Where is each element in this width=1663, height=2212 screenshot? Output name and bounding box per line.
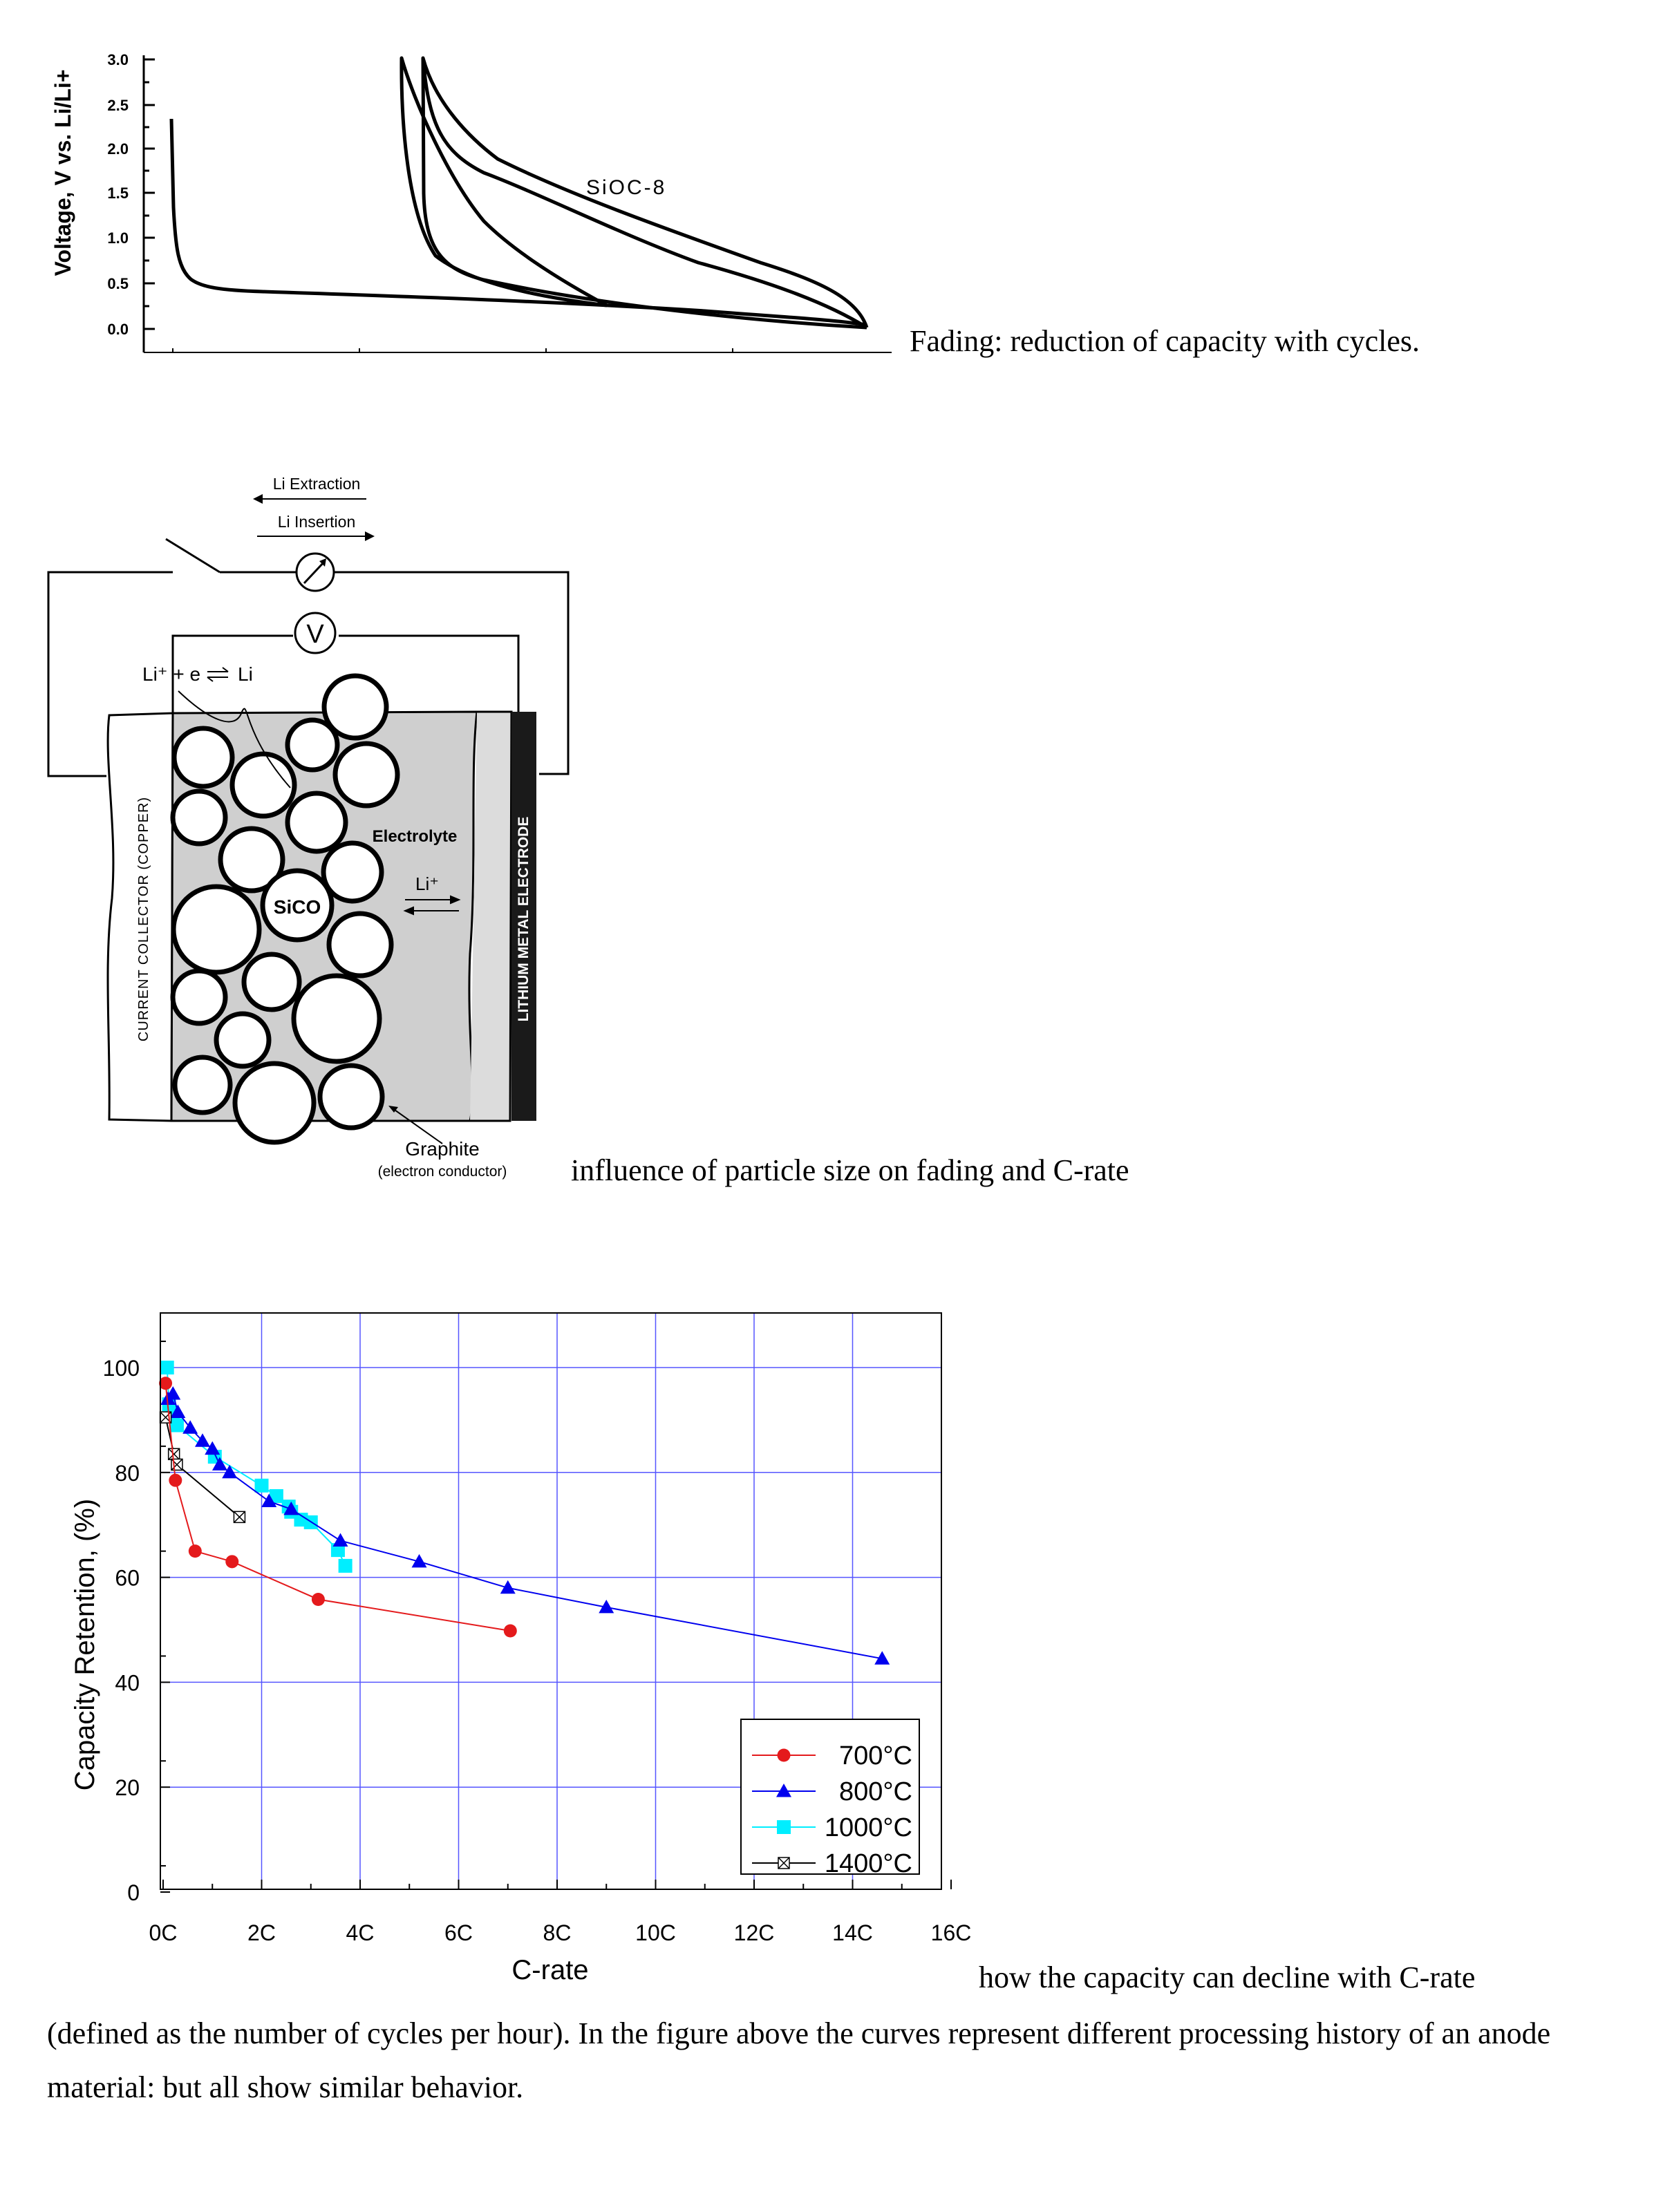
chart-series (159, 1361, 890, 1665)
x-tick-label: 10C (635, 1920, 676, 1945)
legend (741, 1719, 919, 1878)
x-tick-label: 6C (444, 1920, 473, 1945)
cell-schematic (0, 456, 760, 1209)
data-point (189, 1544, 202, 1558)
legend-label: 1000°C (824, 1813, 912, 1842)
x-tick-label: 12C (733, 1920, 775, 1945)
svg-text:V: V (306, 620, 324, 649)
data-point (169, 1474, 182, 1487)
li-extraction-label: Li Extraction (272, 475, 361, 493)
data-point (255, 1479, 269, 1493)
series-circle (159, 1377, 517, 1637)
legend-label: 700°C (838, 1741, 912, 1770)
y-tick-label: 100 (102, 1356, 140, 1381)
y-tick-label: 1.0 (107, 229, 129, 247)
reaction-label: Li⁺ + e (142, 663, 201, 685)
series-triangle (160, 1386, 890, 1665)
y-axis-label: Capacity Retention, (%) (70, 1498, 100, 1791)
legend-marker (777, 1820, 791, 1834)
first-discharge-curve (171, 119, 867, 325)
y-tick-label: 60 (115, 1565, 140, 1591)
li-insertion-label: Li Insertion (277, 513, 356, 531)
y-tick-label: 0 (127, 1880, 140, 1905)
x-tick-label: 14C (832, 1920, 873, 1945)
series-square (160, 1361, 353, 1573)
ammeter-icon (297, 554, 334, 591)
data-point (234, 1511, 245, 1522)
x-tick-label: 4C (346, 1920, 375, 1945)
x-axis-label: C-rate (511, 1955, 589, 1985)
data-point (225, 1555, 238, 1568)
y-tick-label: 2.0 (107, 140, 129, 158)
electrolyte-label: Electrolyte (372, 827, 458, 846)
voltage-axis-label: Voltage, V vs. Li/Li+ (50, 69, 75, 276)
series-line (167, 1368, 346, 1566)
extraction-arrow (253, 494, 366, 504)
y-tick-label: 80 (115, 1460, 140, 1486)
x-tick-label: 16C (930, 1920, 972, 1945)
y-tick-label: 20 (115, 1775, 140, 1801)
y-tick-label: 0.5 (107, 275, 129, 292)
voltage-axis (144, 55, 892, 352)
equilibrium-arrows-icon (207, 668, 228, 681)
insertion-arrow (257, 531, 375, 541)
data-point (160, 1361, 174, 1374)
graphite-label: Graphite (405, 1138, 480, 1160)
y-tick-label: 0.0 (107, 321, 129, 338)
x-tick-label: 8C (543, 1920, 572, 1945)
data-point (339, 1559, 353, 1573)
caption-fading: Fading: reduction of capacity with cycles. (910, 324, 1420, 358)
body-paragraph-line3: material: but all show similar behavior. (47, 2070, 524, 2104)
legend-label: 1400°C (824, 1849, 912, 1878)
legend-marker (778, 1857, 789, 1869)
separator (470, 712, 511, 1121)
legend-label: 800°C (838, 1777, 912, 1806)
curve-label: SiOC-8 (586, 176, 667, 199)
reaction-product: Li (238, 663, 253, 685)
legend-marker (778, 1749, 791, 1762)
lithium-metal-label: LITHIUM METAL ELECTRODE (516, 816, 532, 1022)
data-point (182, 1420, 198, 1434)
current-collector-label: CURRENT COLLECTOR (COPPER) (136, 796, 151, 1042)
x-tick-label: 0C (149, 1920, 178, 1945)
y-tick-label: 2.5 (107, 97, 129, 114)
voltmeter-icon (295, 613, 335, 653)
data-point (169, 1448, 180, 1459)
graphite-sublabel: (electron conductor) (377, 1164, 507, 1180)
caption-crate: how the capacity can decline with C-rate (979, 1960, 1476, 1994)
y-tick-label: 1.5 (107, 185, 129, 202)
data-point (333, 1533, 348, 1547)
y-tick-label: 3.0 (107, 51, 129, 68)
series-line (168, 1394, 882, 1658)
caption-particle-size: influence of particle size on fading and C-rate (571, 1153, 1129, 1187)
voltage-curves (171, 58, 867, 328)
sico-label: SiCO (273, 896, 321, 918)
x-tick-label: 2C (247, 1920, 276, 1945)
y-tick-label: 40 (115, 1670, 140, 1696)
data-point (170, 1418, 184, 1432)
capacity-chart (0, 1299, 981, 2004)
body-paragraph-line2: (defined as the number of cycles per hour). In the figure above the curves represent different processing history of an anode (47, 2016, 1551, 2050)
data-point (312, 1593, 325, 1606)
li-ion-label: Li⁺ (415, 873, 439, 894)
data-point (504, 1625, 517, 1638)
